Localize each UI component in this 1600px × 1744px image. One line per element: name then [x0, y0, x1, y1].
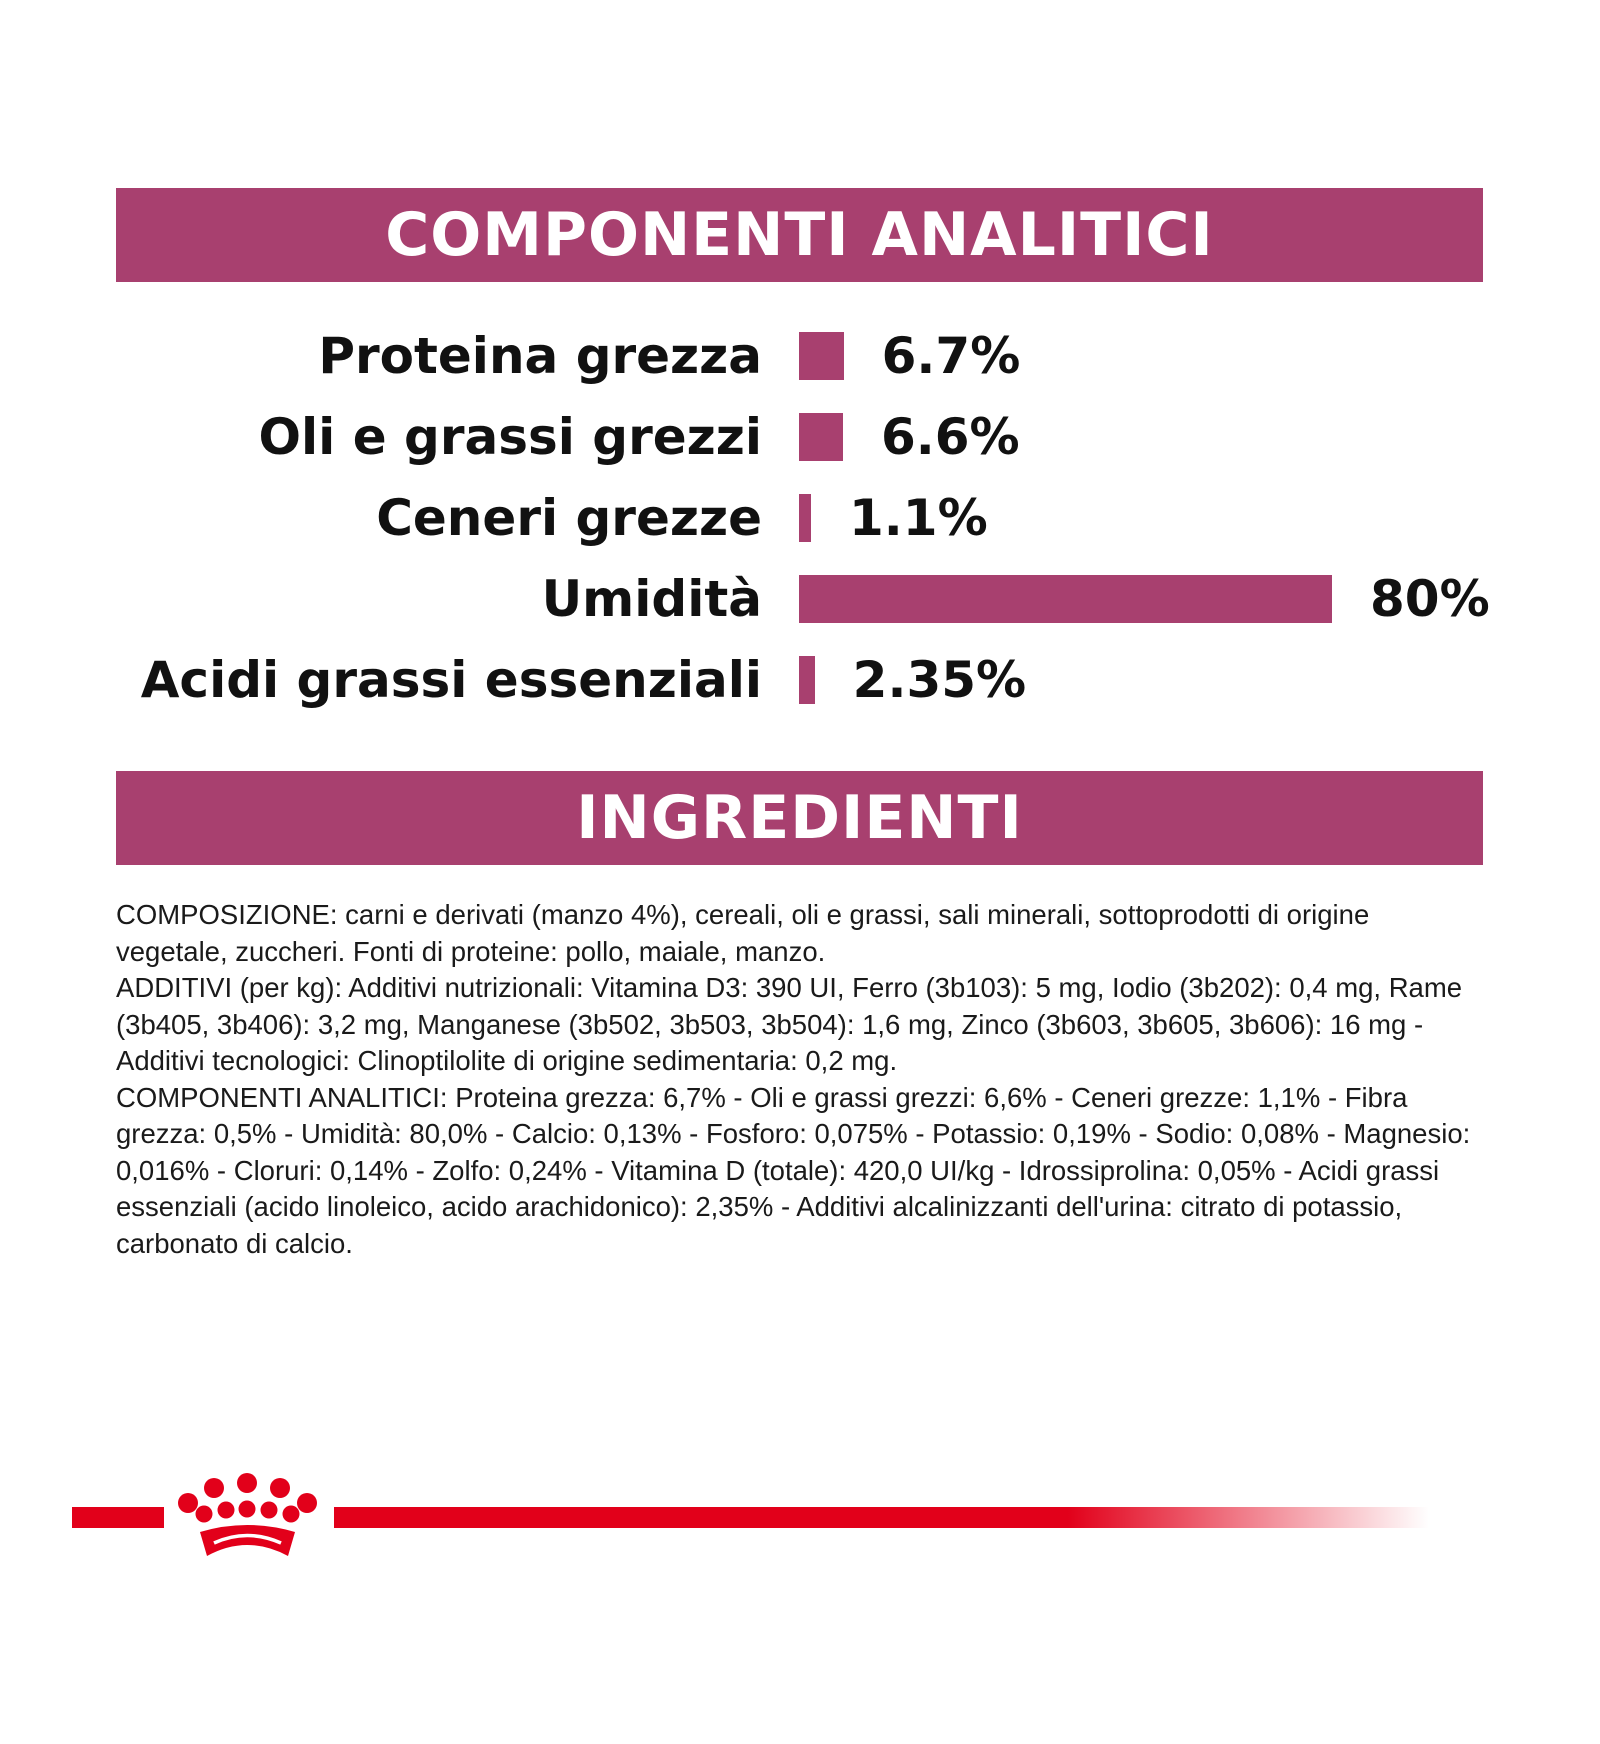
bar-label: Ceneri grezze [376, 489, 762, 547]
crown-logo-icon [170, 1472, 325, 1567]
bar-label: Proteina grezza [318, 327, 762, 385]
bar-value-label: 6.6% [880, 408, 1020, 466]
bar-label: Umidità [541, 570, 762, 628]
bar-value-label: 1.1% [849, 489, 988, 547]
bar-value-label: 6.7% [881, 327, 1021, 385]
bar [799, 656, 815, 704]
ingredients-section-title: INGREDIENTI [576, 783, 1023, 853]
bar [799, 575, 1332, 623]
bar [799, 332, 844, 380]
bar-label: Oli e grassi grezzi [258, 408, 762, 466]
analytic-section-banner [116, 188, 1483, 282]
ingredients-text [116, 897, 1488, 1262]
ingredients-additives: ADDITIVI (per kg): Additivi nutrizionali: Vitamina D3: 390 UI, Ferro (3b103): 5 mg, Iodio (3b202): 0,4 mg, Rame (3b405, 3b406): 3,2 mg, Manganese (3b502, 3b503, 3b504): 1,6 mg, Zinco (3b603, 3b605, 3b606): 16 mg - Additivi tecnologici: Clinoptilolite di origine sedimentaria: 0,2 mg. [116, 972, 1463, 1076]
ingredients-analytic-components: COMPONENTI ANALITICI: Proteina grezza: 6,7% - Oli e grassi grezzi: 6,6% - Ceneri grezze: 1,1% - Fibra grezza: 0,5% - Umidità: 80,0% - Calcio: 0,13% - Fosforo: 0,075% - Potassio: 0,19% - Sodio: 0,08% - Magnesio: 0,016% - Cloruri: 0,14% - Zolfo: 0,24% - Vitamina D (totale): 420,0 UI/kg - Idrossiprolina: 0,05% - Acidi grassi essenziali (acido linoleico, acido arachidonico): 2,35% - Additivi alcalinizzanti dell'urina: citrato di potassio, carbonato di calcio. [116, 1081, 1471, 1259]
ingredients-section-banner [116, 771, 1483, 865]
brand-line-right [334, 1507, 1429, 1528]
bar [799, 413, 843, 461]
bar [799, 494, 811, 542]
brand-line-left [72, 1507, 164, 1528]
bar-label: Acidi grassi essenziali [140, 651, 762, 709]
ingredients-composition: COMPOSIZIONE: carni e derivati (manzo 4%), cereali, oli e grassi, sali minerali, sottoprodotti di origine vegetale, zuccheri. Fonti di proteine: pollo, maiale, manzo. [116, 899, 1370, 967]
bar-value-label: 2.35% [852, 651, 1027, 709]
bar-value-label: 80% [1370, 570, 1490, 628]
analytic-section-title: COMPONENTI ANALITICI [385, 200, 1214, 270]
